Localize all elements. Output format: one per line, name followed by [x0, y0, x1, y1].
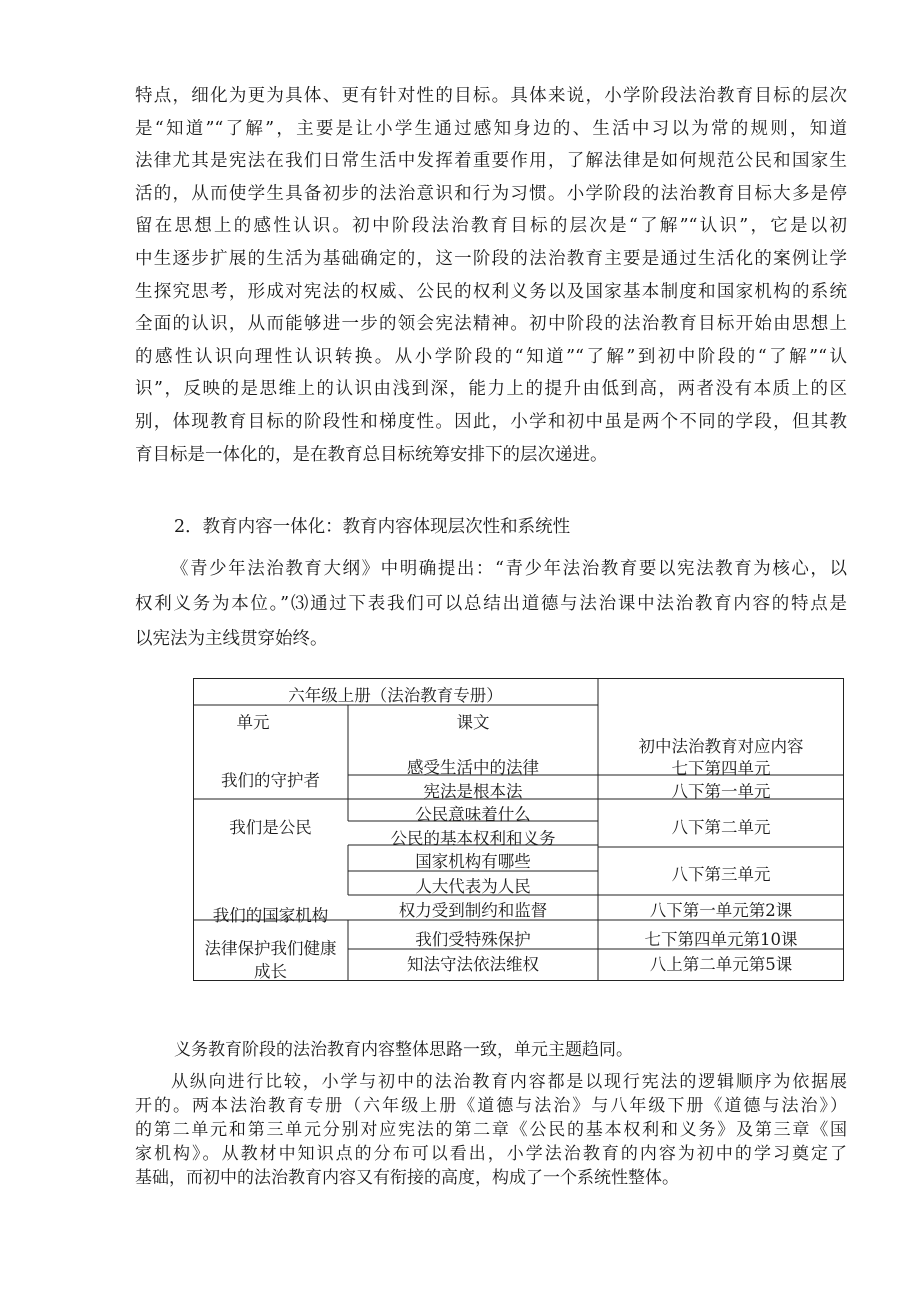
paragraph-teaching-goals — [135, 80, 847, 471]
text-line: 生探究思考，形成对宪法的权威、公民的权利义务以及国家基本制度和国家机构的系统 — [135, 281, 847, 302]
text-line: 法律尤其是宪法在我们日常生活中发挥着重要作用，了解法律是如何规范公民和国家生 — [135, 151, 847, 172]
table-header-junior: 初中法治教育对应内容 — [638, 737, 804, 756]
curriculum-table — [193, 678, 844, 981]
text-line: 活的，从而使学生具备初步的法治意识和行为习惯。小学阶段的法治教育目标大多是停 — [135, 183, 847, 204]
text-line: 别，体现教育目标的阶段性和梯度性。因此，小学和初中虽是两个不同的学段，但其教 — [135, 411, 847, 432]
table-unit-cell: 成长 — [254, 962, 287, 981]
table-lesson-cell: 宪法是根本法 — [423, 782, 523, 801]
table-lesson-cell: 我们受特殊保护 — [415, 930, 531, 949]
table-junior-cell: 七下第四单元第10课 — [644, 930, 798, 949]
text-line: 全面的认识，从而能够进一步的领会宪法精神。初中阶段的法治教育目标开始由思想上 — [135, 314, 847, 335]
table-unit-cell: 我们的守护者 — [221, 771, 320, 790]
table-lesson-cell: 公民的基本权利和义务 — [390, 829, 556, 848]
text-line: 基础，而初中的法治教育内容又有衔接的高度，构成了一个系统性整体。 — [135, 1168, 679, 1188]
table-lesson-cell: 知法守法依法维权 — [407, 955, 539, 974]
text-line: 的第二单元和第三单元分别对应宪法的第二章《公民的基本权利和义务》及第三章《国 — [135, 1120, 847, 1140]
text-line: 以宪法为主线贯穿始终。 — [135, 629, 328, 649]
table-header-lesson: 课文 — [456, 713, 490, 732]
table-lesson-cell: 权力受到制约和监督 — [398, 901, 548, 920]
text-line: 开的。两本法治教育专册（六年级上册《道德与法治》与八年级下册《道德与法治》） — [135, 1096, 847, 1116]
table-lesson-cell: 人大代表为人民 — [415, 877, 531, 896]
table-unit-cell: 我们的国家机构 — [212, 906, 329, 925]
paragraph-outline-quote — [135, 552, 847, 657]
text-line: 权利义务为本位。”⑶通过下表我们可以总结出道德与法治课中法治教育内容的特点是 — [135, 594, 847, 614]
text-line: 留在思想上的感性认识。初中阶段法治教育目标的层次是“了解”“认识”，它是以初 — [135, 216, 847, 237]
text-line: 育目标是一体化的，是在教育总目标统筹安排下的层次递进。 — [135, 444, 608, 465]
table-junior-cell: 七下第四单元 — [671, 759, 771, 778]
text-line: 中生逐步扩展的生活为基础确定的，这一阶段的法治教育主要是通过生活化的案例让学 — [135, 248, 847, 269]
section-heading: 2．教育内容一体化：教育内容体现层次性和系统性 — [174, 517, 571, 537]
table-unit-cell: 我们是公民 — [229, 818, 312, 837]
table-junior-cell: 八上第二单元第5课 — [649, 955, 793, 974]
table-lesson-cell: 感受生活中的法律 — [407, 758, 539, 777]
table-junior-cell: 八下第一单元第2课 — [649, 901, 793, 920]
text-line: 识”，反映的是思维上的认识由浅到深，能力上的提升由低到高，两者没有本质上的区 — [135, 379, 847, 400]
table-junior-cell: 八下第三单元 — [671, 865, 771, 884]
table-junior-cell: 八下第二单元 — [671, 818, 771, 837]
text-line: 从纵向进行比较，小学与初中的法治教育内容都是以现行宪法的逻辑顺序为依据展 — [171, 1072, 847, 1092]
text-line: 特点，细化为更为具体、更有针对性的目标。具体来说，小学阶段法治教育目标的层次 — [135, 86, 847, 106]
text-line: 《青少年法治教育大纲》中明确提出：“青少年法治教育要以宪法教育为核心，以 — [171, 559, 847, 579]
paragraph-vertical-comparison — [135, 1070, 847, 1190]
table-header-unit: 单元 — [236, 713, 270, 732]
text-line: 是“知道”“了解”，主要是让小学生通过感知身边的、生活中习以为常的规则，知道 — [135, 118, 847, 139]
table-unit-cell: 法律保护我们健康 — [204, 939, 337, 958]
table-header-grade6: 六年级上册（法治教育专册） — [288, 686, 503, 705]
table-junior-cell: 八下第一单元 — [671, 782, 771, 801]
text-line: 的感性认识向理性认识转换。从小学阶段的“知道”“了解”到初中阶段的“了解”“认 — [135, 346, 847, 367]
text-line: 家机构》。从教材中知识点的分布可以看出，小学法治教育的内容为初中的学习奠定了 — [135, 1144, 847, 1164]
paragraph-summary: 义务教育阶段的法治教育内容整体思路一致，单元主题趋同。 — [174, 1040, 633, 1060]
table-lesson-cell: 国家机构有哪些 — [415, 852, 531, 871]
table-lesson-cell: 公民意味着什么 — [415, 805, 531, 824]
